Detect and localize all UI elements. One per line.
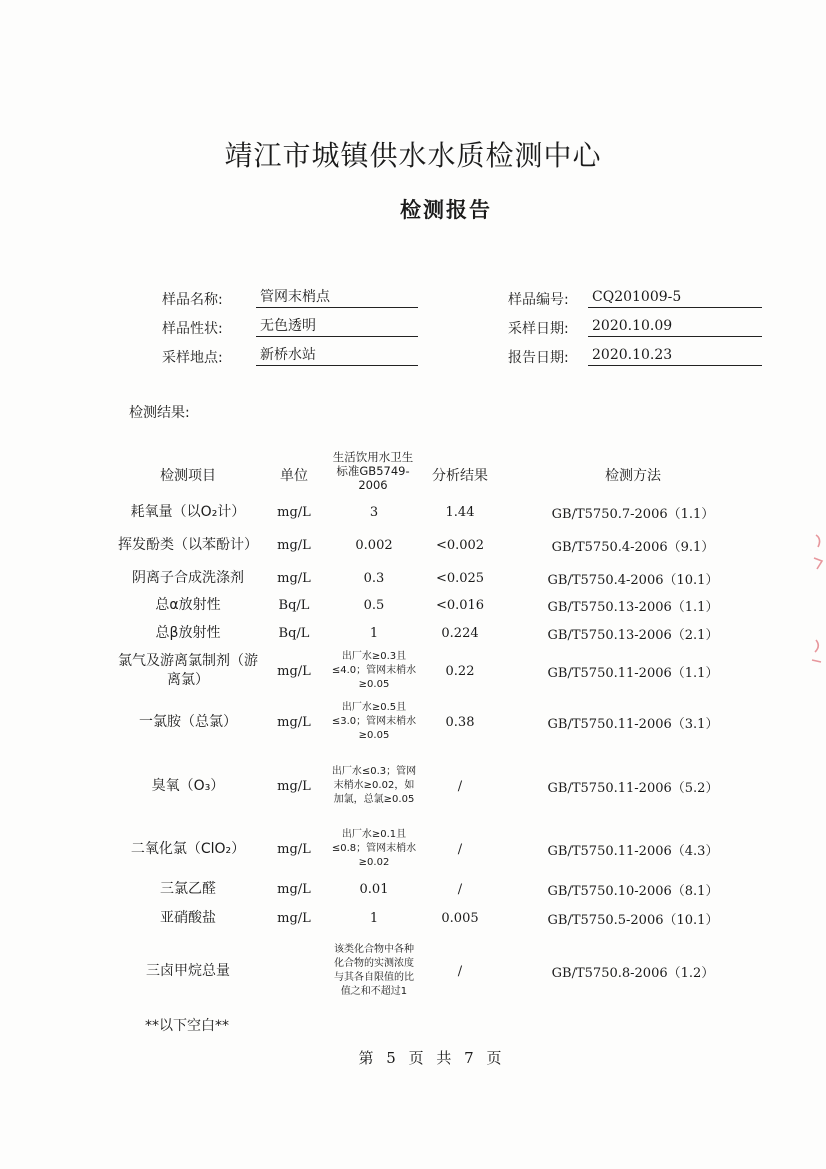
- row-method: GB/T5750.11-2006（4.3）: [547, 843, 719, 859]
- row-standard: 0.01: [359, 881, 389, 897]
- col-header-result: 分析结果: [432, 468, 488, 484]
- row-result: 0.38: [445, 714, 475, 730]
- sampling-date-label: 采样日期:: [508, 321, 569, 337]
- row-result: <0.025: [435, 570, 485, 586]
- row-result: /: [457, 963, 463, 979]
- row-result: 0.005: [441, 910, 479, 926]
- row-method: GB/T5750.10-2006（8.1）: [547, 883, 719, 899]
- table-row: [0, 500, 826, 524]
- row-unit: Bq/L: [278, 625, 310, 641]
- row-method: GB/T5750.8-2006（1.2）: [551, 965, 715, 981]
- row-standard: 0.5: [363, 597, 385, 613]
- table-row: [0, 526, 826, 564]
- row-method: GB/T5750.11-2006（3.1）: [547, 716, 719, 732]
- table-row: [0, 566, 826, 590]
- report-title: 检测报告: [400, 198, 492, 222]
- row-standard: 出厂水≤0.3；管网末梢水≥0.02，如加氯，总氯≥0.05: [331, 766, 417, 805]
- sample-property-value: 无色透明: [256, 316, 418, 337]
- row-item: 一氯胺（总氯）: [139, 713, 237, 730]
- col-header-method: 检测方法: [605, 468, 661, 484]
- row-item: 总α放射性: [155, 596, 221, 613]
- row-unit: mg/L: [277, 841, 311, 857]
- table-row: [0, 621, 826, 645]
- row-standard: 出厂水≥0.1且≤0.8；管网末梢水≥0.02: [331, 829, 417, 868]
- row-item: 总β放射性: [155, 624, 221, 641]
- sampling-date-value: 2020.10.09: [588, 316, 762, 337]
- row-item: 阴离子合成洗涤剂: [132, 569, 244, 586]
- row-method: GB/T5750.4-2006（10.1）: [547, 572, 719, 588]
- row-unit: mg/L: [277, 714, 311, 730]
- row-result: /: [457, 778, 463, 794]
- row-method: GB/T5750.13-2006（1.1）: [547, 599, 719, 615]
- sample-code-label: 样品编号:: [508, 292, 569, 308]
- row-unit: mg/L: [277, 570, 311, 586]
- org-title: 靖江市城镇供水水质检测中心: [224, 139, 602, 172]
- row-standard: 该类化合物中各种化合物的实测浓度与其各自限值的比值之和不超过1: [334, 944, 414, 997]
- row-method: GB/T5750.11-2006（5.2）: [547, 780, 719, 796]
- row-method: GB/T5750.4-2006（9.1）: [551, 539, 715, 555]
- col-header-unit: 单位: [280, 468, 308, 484]
- row-method: GB/T5750.7-2006（1.1）: [551, 506, 715, 522]
- row-result: <0.016: [435, 597, 485, 613]
- row-standard: 1: [369, 910, 379, 926]
- row-result: 0.22: [445, 663, 475, 679]
- row-standard: 3: [369, 504, 379, 520]
- row-unit: mg/L: [277, 778, 311, 794]
- row-item: 三氯乙醛: [160, 880, 216, 897]
- row-item: 氯气及游离氯制剂（游离氯）: [118, 653, 258, 688]
- row-result: 0.224: [441, 625, 479, 641]
- table-row: [0, 648, 826, 694]
- page-number: 第 5 页 共 7 页: [358, 1049, 502, 1067]
- row-item: 三卤甲烷总量: [146, 962, 230, 979]
- report-date-label: 报告日期:: [508, 350, 569, 366]
- seal-stamp-icon: [786, 510, 826, 690]
- sample-name-label: 样品名称:: [162, 292, 223, 308]
- results-heading: 检测结果:: [129, 405, 190, 421]
- row-unit: Bq/L: [278, 597, 310, 613]
- row-item: 臭氧（O₃）: [151, 777, 225, 794]
- row-method: GB/T5750.13-2006（2.1）: [547, 627, 719, 643]
- row-standard: 1: [369, 625, 379, 641]
- row-method: GB/T5750.5-2006（10.1）: [547, 912, 719, 928]
- row-unit: mg/L: [277, 504, 311, 520]
- row-method: GB/T5750.11-2006（1.1）: [547, 665, 719, 681]
- table-row: [0, 906, 826, 930]
- sample-name-value: 管网末梢点: [256, 287, 418, 308]
- row-result: 1.44: [445, 504, 475, 520]
- table-row: [0, 877, 826, 901]
- row-standard: 出厂水≥0.5且≤3.0；管网末梢水≥0.05: [331, 702, 417, 741]
- sample-location-label: 采样地点:: [162, 350, 223, 366]
- row-unit: mg/L: [277, 537, 311, 553]
- table-row: [0, 593, 826, 617]
- table-row: [0, 935, 826, 1007]
- sample-code-value: CQ201009-5: [588, 287, 762, 308]
- row-item: 耗氧量（以O₂计）: [130, 503, 246, 520]
- table-row: [0, 826, 826, 872]
- row-result: /: [457, 841, 463, 857]
- col-header-standard: 生活饮用水卫生标准GB5749-2006: [332, 450, 414, 492]
- row-item: 亚硝酸盐: [160, 909, 216, 926]
- row-unit: [270, 935, 318, 1007]
- row-unit: mg/L: [277, 910, 311, 926]
- row-standard: 出厂水≥0.3且≤4.0；管网末梢水≥0.05: [331, 651, 417, 690]
- row-unit: mg/L: [277, 663, 311, 679]
- row-unit: mg/L: [277, 881, 311, 897]
- row-item: 挥发酚类（以苯酚计）: [118, 536, 258, 553]
- table-row: [0, 756, 826, 816]
- table-row: [0, 700, 826, 744]
- sample-location-value: 新桥水站: [256, 345, 418, 366]
- report-date-value: 2020.10.23: [588, 345, 762, 366]
- row-standard: 0.002: [355, 537, 393, 553]
- sample-property-label: 样品性状:: [162, 321, 223, 337]
- row-result: <0.002: [435, 537, 485, 553]
- row-standard: 0.3: [363, 570, 385, 586]
- col-header-item: 检测项目: [160, 468, 216, 484]
- blank-note: **以下空白**: [145, 1018, 229, 1034]
- row-item: 二氧化氯（ClO₂）: [130, 840, 246, 857]
- row-result: /: [457, 881, 463, 897]
